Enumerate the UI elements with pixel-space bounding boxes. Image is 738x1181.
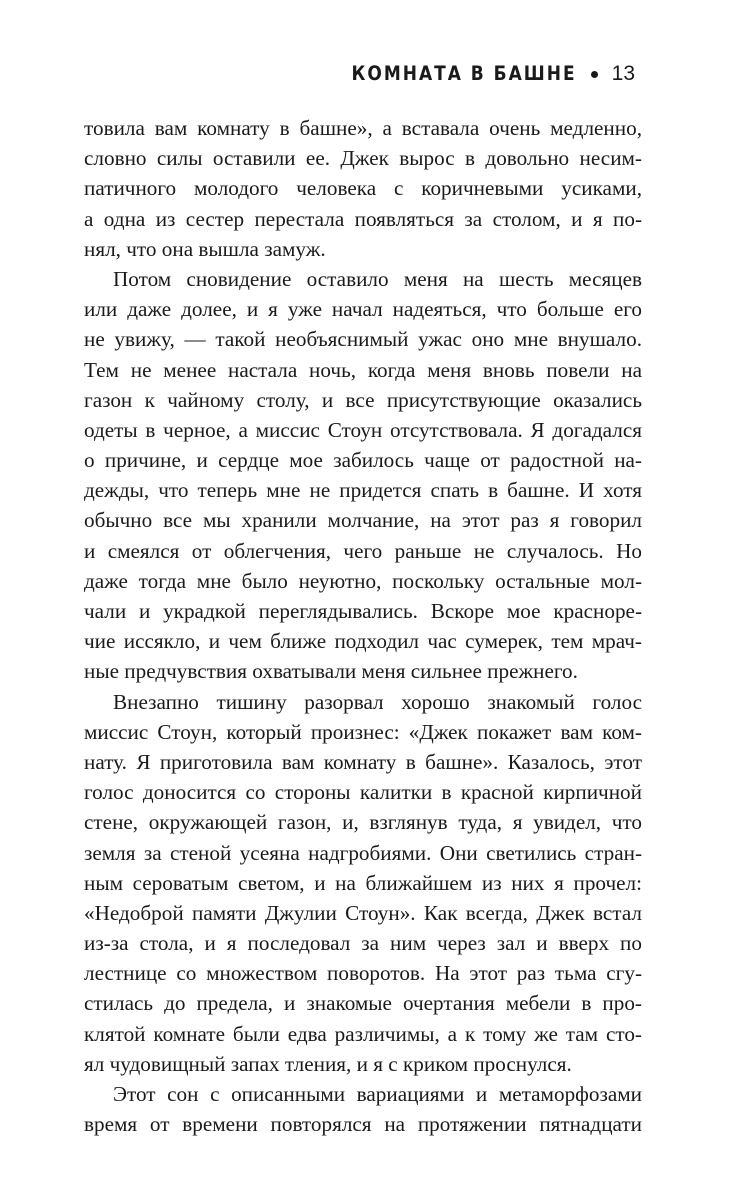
text-line: или даже долее, и я уже начал надеяться, что больше его <box>84 297 642 322</box>
text-line: не увижу, — такой необъяснимый ужас оно мне внушало. <box>84 327 642 352</box>
text-line: время от времени повторялся на протяжении пятнадцати <box>84 1112 642 1137</box>
text-line: о причине, и сердце мое забилось чаще от радостной на- <box>84 448 642 473</box>
paragraph <box>84 113 642 264</box>
text-line: чие иссякло, и чем ближе подходил час сумерек, тем мрач- <box>84 629 642 654</box>
text-line: ные предчувствия охватывали меня сильнее прежнего. <box>84 659 578 684</box>
text-line: Этот сон с описанными вариациями и метаморфозами <box>113 1082 642 1106</box>
text-line: голос доносится со стороны калитки в красной кирпичной <box>84 780 642 805</box>
text-line: чали и украдкой переглядывались. Вскоре мое красноре- <box>84 599 642 623</box>
text-line: даже тогда мне было неуютно, поскольку остальные мол- <box>84 568 642 593</box>
text-line: ным сероватым светом, и на ближайшем из них я прочел: <box>84 870 642 895</box>
text-line: Тем не менее настала ночь, когда меня вновь повели на <box>84 357 642 382</box>
paragraph <box>84 1079 642 1139</box>
text-line: земля за стеной усеяна надгробиями. Они светились стран- <box>84 840 642 865</box>
text-line: патичного молодого человека с коричневыми усиками, <box>84 176 642 201</box>
text-line: «Недоброй памяти Джулии Стоун». Как всегда, Джек встал <box>84 900 642 925</box>
text-line: нату. Я приготовила вам комнату в башне». Казалось, этот <box>84 749 642 774</box>
paragraph <box>84 687 642 1079</box>
text-line: газон к чайному столу, и все присутствующие оказались <box>84 387 642 412</box>
text-line: Внезапно тишину разорвал хорошо знакомый голос <box>113 689 642 714</box>
text-line: а одна из сестер перестала появляться за столом, и я по- <box>84 206 642 231</box>
text-line: товила вам комнату в башне», а вставала очень медленно, <box>84 116 642 140</box>
text-line: клятой комнате были едва различимы, а к тому же там сто- <box>84 1021 642 1046</box>
text-line: нял, что она вышла замуж. <box>84 236 326 261</box>
body-text <box>84 113 642 1139</box>
text-line: лестнице со множеством поворотов. На этот раз тьма сгу- <box>84 961 642 986</box>
text-line: обычно все мы хранили молчание, на этот раз я говорил <box>84 508 642 533</box>
text-line: словно силы оставили ее. Джек вырос в довольно несим- <box>84 146 642 171</box>
paragraph <box>84 264 642 687</box>
text-line: Потом сновидение оставило меня на шесть месяцев <box>113 266 642 291</box>
page-number: 13 <box>611 62 635 85</box>
text-line: и смеялся от облегчения, чего раньше не случалось. Но <box>84 538 642 563</box>
bullet-separator <box>591 71 598 78</box>
text-line: стене, окружающей газон, и, взглянув туда, я увидел, что <box>84 810 642 835</box>
text-line: ял чудовищный запах тления, и я с криком проснулся. <box>84 1051 572 1076</box>
running-title: КОМНАТА В БАШНЕ <box>351 62 577 86</box>
text-line: миссис Стоун, который произнес: «Джек покажет вам ком- <box>84 719 642 744</box>
text-line: стилась до предела, и знакомые очертания мебели в про- <box>84 991 642 1016</box>
text-line: из-за стола, и я последовал за ним через зал и вверх по <box>84 931 642 956</box>
text-line: дежды, что теперь мне не придется спать в башне. И хотя <box>84 478 642 503</box>
running-head <box>351 62 635 86</box>
text-line: одеты в черное, а миссис Стоун отсутствовала. Я догадался <box>84 417 642 442</box>
